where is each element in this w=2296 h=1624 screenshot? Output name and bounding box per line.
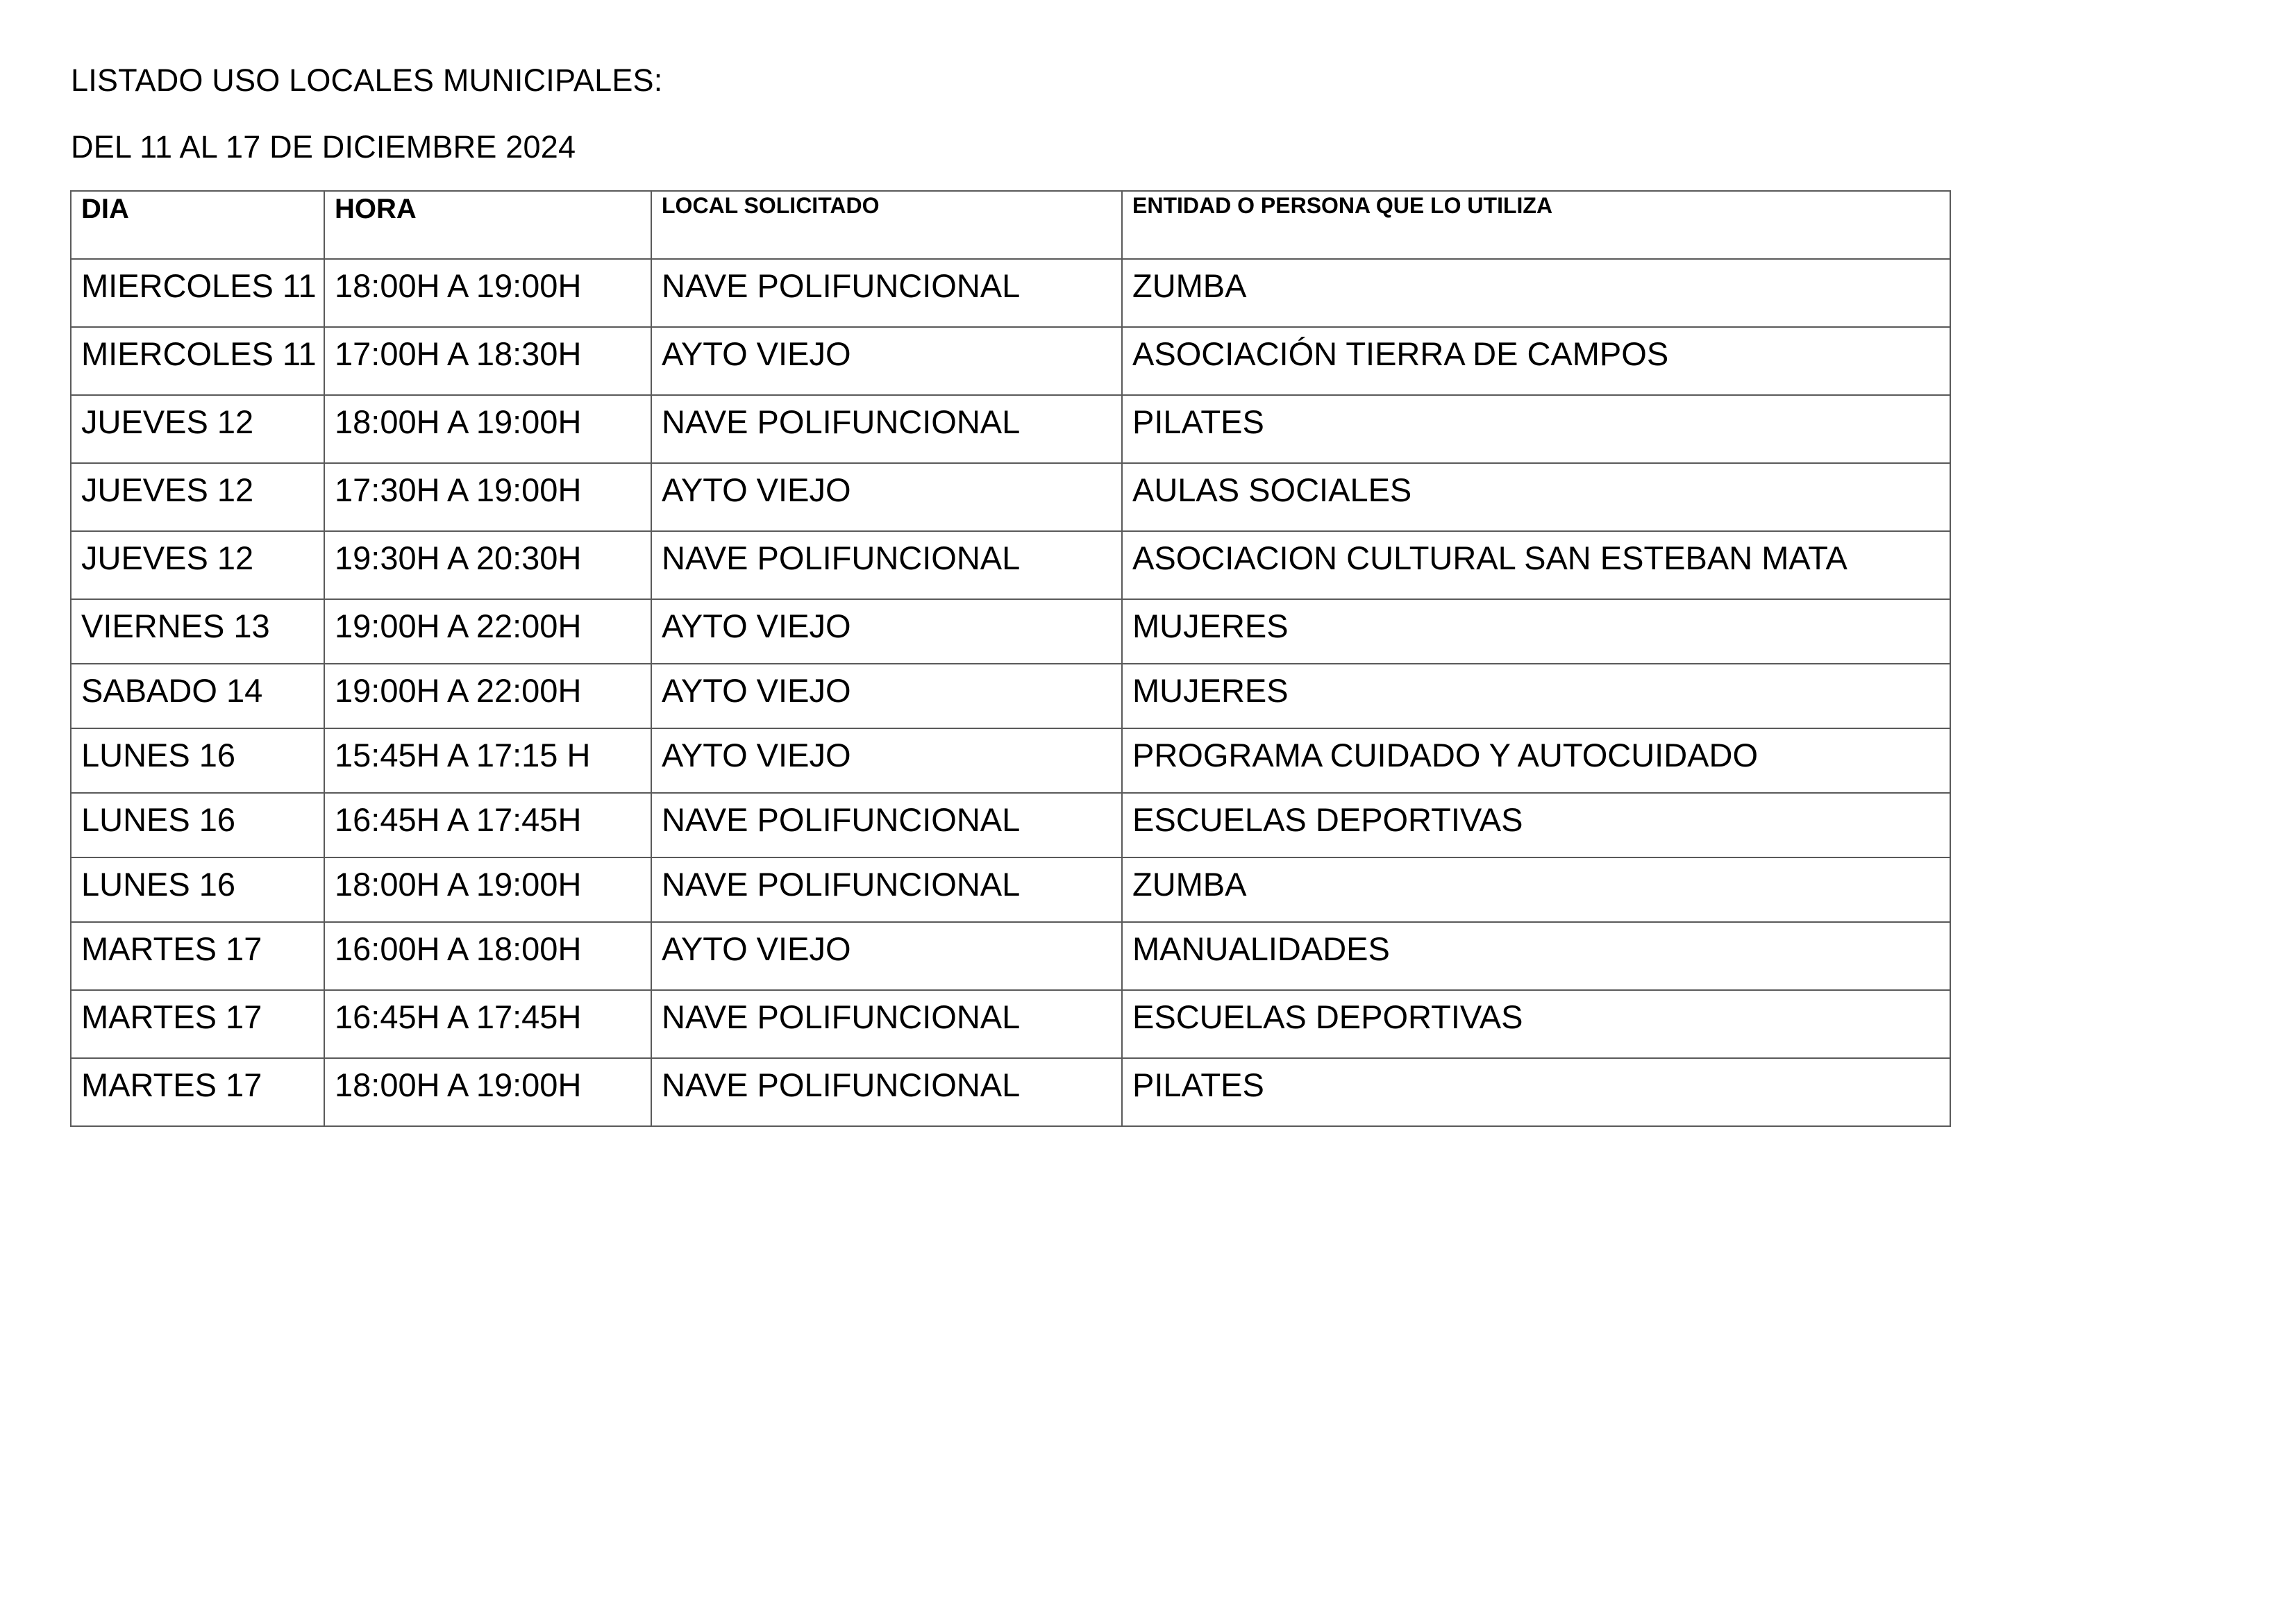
cell-hora: 19:00H A 22:00H: [324, 599, 651, 664]
cell-hora: 15:45H A 17:15 H: [324, 728, 651, 793]
table-row: [71, 395, 1950, 463]
cell-hora: 19:00H A 22:00H: [324, 664, 651, 728]
table-row: [71, 857, 1950, 922]
table-row: [71, 922, 1950, 990]
cell-local: AYTO VIEJO: [651, 327, 1122, 395]
schedule-table: [70, 190, 1951, 1127]
cell-entidad: PILATES: [1122, 395, 1950, 463]
cell-entidad: AULAS SOCIALES: [1122, 463, 1950, 531]
table-row: [71, 728, 1950, 793]
cell-hora: 18:00H A 19:00H: [324, 259, 651, 327]
cell-dia: MIERCOLES 11: [71, 327, 324, 395]
table-row: [71, 1058, 1950, 1126]
cell-entidad: ZUMBA: [1122, 259, 1950, 327]
cell-dia: MARTES 17: [71, 1058, 324, 1126]
cell-entidad: ASOCIACION CULTURAL SAN ESTEBAN MATA: [1122, 531, 1950, 599]
cell-dia: LUNES 16: [71, 793, 324, 857]
cell-entidad: MANUALIDADES: [1122, 922, 1950, 990]
cell-local: AYTO VIEJO: [651, 599, 1122, 664]
table-row: [71, 531, 1950, 599]
table-row: [71, 463, 1950, 531]
cell-dia: SABADO 14: [71, 664, 324, 728]
cell-hora: 18:00H A 19:00H: [324, 1058, 651, 1126]
table-row: [71, 793, 1950, 857]
cell-local: NAVE POLIFUNCIONAL: [651, 1058, 1122, 1126]
cell-dia: MIERCOLES 11: [71, 259, 324, 327]
cell-hora: 18:00H A 19:00H: [324, 857, 651, 922]
cell-dia: MARTES 17: [71, 922, 324, 990]
cell-hora: 16:45H A 17:45H: [324, 990, 651, 1058]
table-row: [71, 599, 1950, 664]
header-entidad: ENTIDAD O PERSONA QUE LO UTILIZA: [1122, 191, 1950, 259]
cell-hora: 19:30H A 20:30H: [324, 531, 651, 599]
table-row: [71, 327, 1950, 395]
cell-local: NAVE POLIFUNCIONAL: [651, 990, 1122, 1058]
table-row: [71, 664, 1950, 728]
header-dia: DIA: [71, 191, 324, 259]
cell-hora: 16:00H A 18:00H: [324, 922, 651, 990]
cell-hora: 16:45H A 17:45H: [324, 793, 651, 857]
document-title: LISTADO USO LOCALES MUNICIPALES:: [71, 62, 663, 98]
cell-local: NAVE POLIFUNCIONAL: [651, 531, 1122, 599]
cell-entidad: ASOCIACIÓN TIERRA DE CAMPOS: [1122, 327, 1950, 395]
cell-local: NAVE POLIFUNCIONAL: [651, 259, 1122, 327]
cell-hora: 17:30H A 19:00H: [324, 463, 651, 531]
cell-entidad: ESCUELAS DEPORTIVAS: [1122, 793, 1950, 857]
cell-local: AYTO VIEJO: [651, 664, 1122, 728]
document-subtitle: DEL 11 AL 17 DE DICIEMBRE 2024: [71, 129, 576, 165]
cell-dia: VIERNES 13: [71, 599, 324, 664]
cell-dia: JUEVES 12: [71, 463, 324, 531]
table-body: [71, 259, 1950, 1126]
cell-local: NAVE POLIFUNCIONAL: [651, 793, 1122, 857]
cell-local: NAVE POLIFUNCIONAL: [651, 857, 1122, 922]
cell-local: AYTO VIEJO: [651, 728, 1122, 793]
cell-hora: 18:00H A 19:00H: [324, 395, 651, 463]
cell-dia: LUNES 16: [71, 857, 324, 922]
cell-dia: JUEVES 12: [71, 395, 324, 463]
table-row: [71, 990, 1950, 1058]
cell-entidad: PROGRAMA CUIDADO Y AUTOCUIDADO: [1122, 728, 1950, 793]
table-header-row: [71, 191, 1950, 259]
cell-entidad: MUJERES: [1122, 599, 1950, 664]
cell-local: NAVE POLIFUNCIONAL: [651, 395, 1122, 463]
header-hora: HORA: [324, 191, 651, 259]
cell-entidad: MUJERES: [1122, 664, 1950, 728]
cell-entidad: PILATES: [1122, 1058, 1950, 1126]
cell-entidad: ZUMBA: [1122, 857, 1950, 922]
cell-hora: 17:00H A 18:30H: [324, 327, 651, 395]
cell-dia: MARTES 17: [71, 990, 324, 1058]
cell-entidad: ESCUELAS DEPORTIVAS: [1122, 990, 1950, 1058]
header-local: LOCAL SOLICITADO: [651, 191, 1122, 259]
cell-local: AYTO VIEJO: [651, 922, 1122, 990]
cell-local: AYTO VIEJO: [651, 463, 1122, 531]
cell-dia: JUEVES 12: [71, 531, 324, 599]
table-row: [71, 259, 1950, 327]
cell-dia: LUNES 16: [71, 728, 324, 793]
